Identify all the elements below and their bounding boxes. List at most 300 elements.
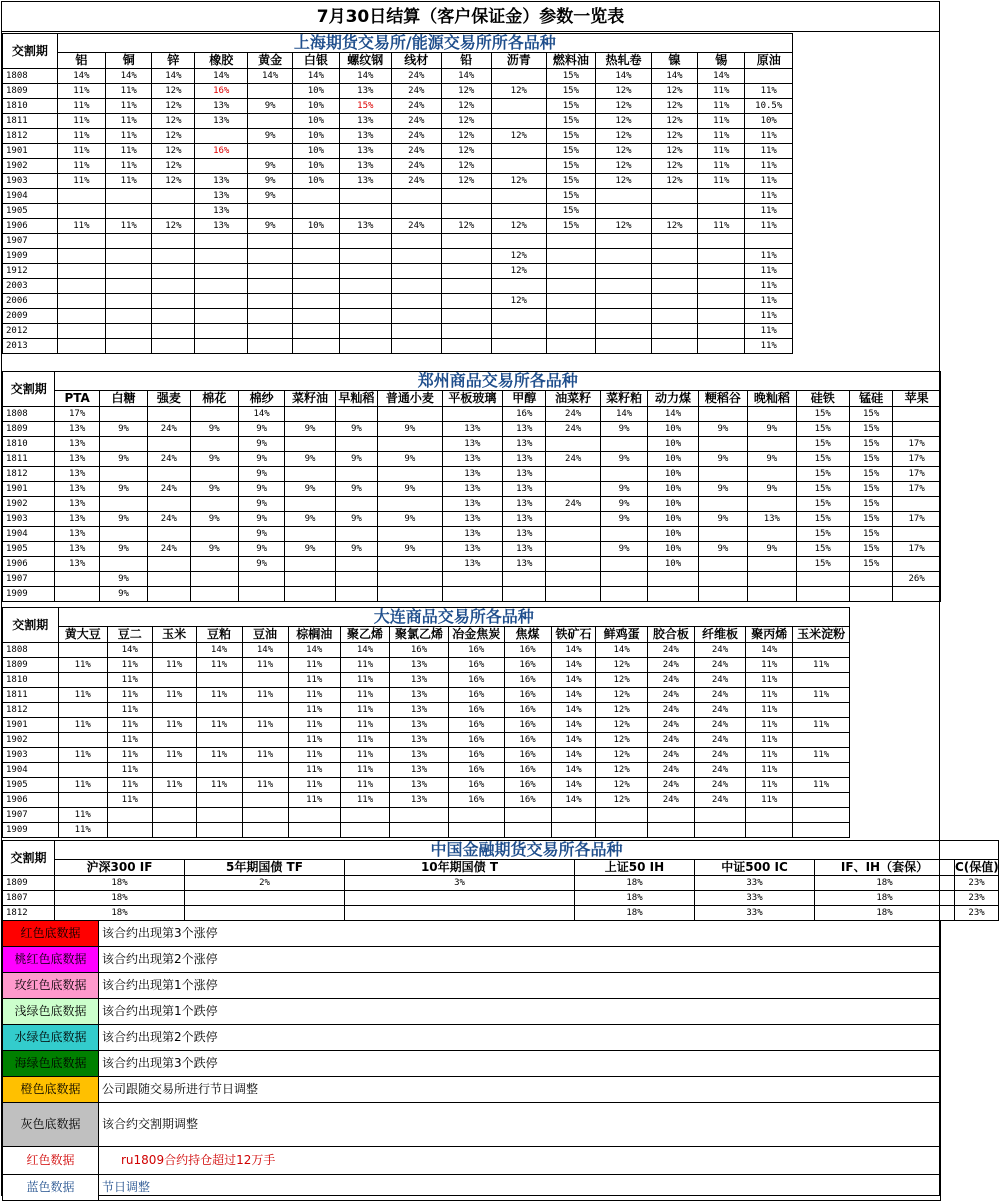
margin-cell: 11% <box>340 763 389 778</box>
period-cell: 1807 <box>3 891 55 906</box>
period-header: 交割期 <box>3 841 55 876</box>
margin-cell <box>647 808 694 823</box>
margin-cell <box>651 234 697 249</box>
margin-cell: 14% <box>339 69 392 84</box>
margin-cell <box>698 204 745 219</box>
legend-row <box>3 1077 941 1103</box>
shfe-product-header: 镍 <box>651 53 697 69</box>
margin-cell: 13% <box>195 189 248 204</box>
legend-swatch: 玫红色底数据 <box>3 973 99 999</box>
table-row <box>3 778 850 793</box>
period-cell: 1909 <box>3 823 59 838</box>
margin-cell <box>441 249 491 264</box>
margin-cell <box>152 808 196 823</box>
shfe-product-header: 铝 <box>57 53 105 69</box>
margin-cell: 12% <box>651 129 697 144</box>
margin-cell: 15% <box>796 527 849 542</box>
margin-cell: 24% <box>694 763 745 778</box>
margin-cell: 16% <box>504 748 551 763</box>
margin-cell <box>746 823 793 838</box>
czce-product-header: 平板玻璃 <box>442 391 503 407</box>
margin-cell <box>698 587 747 602</box>
margin-cell <box>651 249 697 264</box>
czce-product-header: 油菜籽 <box>546 391 600 407</box>
margin-cell <box>698 339 745 354</box>
margin-cell <box>339 339 392 354</box>
margin-cell <box>442 587 503 602</box>
margin-cell: 11% <box>152 748 196 763</box>
margin-cell <box>491 189 546 204</box>
margin-cell: 13% <box>339 84 392 99</box>
margin-cell: 13% <box>390 763 449 778</box>
margin-cell: 10% <box>648 452 698 467</box>
margin-cell: 14% <box>195 69 248 84</box>
period-cell: 1901 <box>3 718 59 733</box>
margin-cell: 11% <box>196 748 242 763</box>
czce-product-header: 菜籽粕 <box>600 391 647 407</box>
margin-cell <box>196 823 242 838</box>
margin-cell: 9% <box>600 512 647 527</box>
period-cell: 1810 <box>3 437 55 452</box>
margin-cell: 9% <box>190 482 238 497</box>
margin-cell <box>335 527 377 542</box>
period-cell: 1905 <box>3 542 55 557</box>
margin-cell <box>340 808 389 823</box>
margin-cell <box>152 324 195 339</box>
margin-cell: 11% <box>58 688 107 703</box>
margin-cell: 12% <box>152 84 195 99</box>
margin-cell <box>392 324 441 339</box>
margin-cell <box>392 189 441 204</box>
period-cell: 1912 <box>3 264 58 279</box>
margin-cell: 18% <box>815 906 955 921</box>
margin-cell: 15% <box>796 557 849 572</box>
margin-cell: 13% <box>390 793 449 808</box>
margin-cell: 11% <box>107 718 152 733</box>
margin-cell <box>596 808 647 823</box>
margin-cell <box>285 407 335 422</box>
dce-products-row <box>3 627 850 643</box>
czce-product-header: 菜籽油 <box>285 391 335 407</box>
margin-cell <box>57 249 105 264</box>
czce-exchange-name: 郑州商品交易所各品种 <box>55 372 941 391</box>
shfe-product-header: 热轧卷 <box>596 53 652 69</box>
margin-cell <box>698 572 747 587</box>
margin-cell: 12% <box>596 763 647 778</box>
margin-cell <box>152 339 195 354</box>
margin-cell <box>491 159 546 174</box>
margin-cell: 12% <box>491 174 546 189</box>
margin-cell: 14% <box>651 69 697 84</box>
margin-cell: 12% <box>441 99 491 114</box>
margin-cell: 11% <box>698 114 745 129</box>
margin-cell <box>793 808 850 823</box>
margin-cell <box>57 204 105 219</box>
margin-cell: 12% <box>441 114 491 129</box>
margin-cell <box>248 234 293 249</box>
table-row <box>3 249 793 264</box>
margin-cell <box>196 793 242 808</box>
margin-cell: 24% <box>694 688 745 703</box>
margin-cell <box>238 572 284 587</box>
legend-swatch: 桃红色底数据 <box>3 947 99 973</box>
shfe-product-header: 铜 <box>106 53 152 69</box>
margin-cell <box>504 808 551 823</box>
legend-text: 该合约出现第3个涨停 <box>99 921 941 947</box>
margin-cell: 11% <box>698 219 745 234</box>
margin-cell: 16% <box>448 703 504 718</box>
margin-cell: 9% <box>378 482 443 497</box>
margin-cell: 14% <box>441 69 491 84</box>
shfe-section <box>2 33 941 354</box>
table-row <box>3 99 793 114</box>
margin-cell: 12% <box>441 84 491 99</box>
margin-cell: 13% <box>503 467 546 482</box>
margin-cell <box>442 407 503 422</box>
cffex-product-header: 沪深300 IF <box>55 860 185 876</box>
margin-cell <box>293 249 339 264</box>
margin-cell <box>285 467 335 482</box>
cffex-exchange-row <box>3 841 999 860</box>
margin-cell: 9% <box>190 542 238 557</box>
margin-cell <box>698 309 745 324</box>
margin-cell: 12% <box>651 219 697 234</box>
margin-cell: 13% <box>442 557 503 572</box>
margin-cell <box>546 512 600 527</box>
shfe-product-header: 橡胶 <box>195 53 248 69</box>
margin-cell <box>190 497 238 512</box>
margin-cell <box>106 204 152 219</box>
margin-cell: 14% <box>600 407 647 422</box>
margin-cell: 11% <box>106 129 152 144</box>
margin-cell: 11% <box>106 99 152 114</box>
margin-cell: 14% <box>293 69 339 84</box>
margin-cell: 11% <box>106 144 152 159</box>
margin-cell: 16% <box>504 688 551 703</box>
margin-cell <box>378 467 443 482</box>
legend-row <box>3 1103 941 1147</box>
cffex-table <box>2 840 999 921</box>
shfe-product-header: 锌 <box>152 53 195 69</box>
legend-row <box>3 973 941 999</box>
margin-cell: 23% <box>955 906 999 921</box>
margin-cell <box>106 324 152 339</box>
margin-cell <box>106 234 152 249</box>
margin-cell <box>648 572 698 587</box>
margin-cell: 11% <box>340 733 389 748</box>
margin-cell <box>148 407 190 422</box>
margin-cell <box>448 808 504 823</box>
margin-cell: 12% <box>596 658 647 673</box>
margin-cell: 24% <box>694 658 745 673</box>
legend-row <box>3 1025 941 1051</box>
margin-cell: 11% <box>746 718 793 733</box>
margin-cell: 9% <box>248 129 293 144</box>
margin-cell <box>248 294 293 309</box>
margin-cell: 11% <box>196 658 242 673</box>
margin-cell: 9% <box>698 542 747 557</box>
margin-cell <box>596 339 652 354</box>
legend-row <box>3 921 941 947</box>
margin-cell <box>248 309 293 324</box>
margin-cell: 11% <box>793 718 850 733</box>
margin-cell: 24% <box>392 144 441 159</box>
margin-cell: 11% <box>745 219 793 234</box>
margin-cell: 9% <box>99 542 147 557</box>
period-cell: 1902 <box>3 733 59 748</box>
margin-cell <box>793 763 850 778</box>
margin-cell: 10% <box>648 557 698 572</box>
margin-cell <box>99 437 147 452</box>
margin-cell: 12% <box>441 174 491 189</box>
margin-cell: 16% <box>448 748 504 763</box>
margin-cell: 11% <box>107 733 152 748</box>
margin-cell: 14% <box>248 69 293 84</box>
margin-cell: 11% <box>288 763 340 778</box>
margin-cell: 11% <box>196 688 242 703</box>
shfe-exchange-row <box>3 34 793 53</box>
margin-cell: 12% <box>491 129 546 144</box>
czce-product-header: 硅铁 <box>796 391 849 407</box>
legend-swatch: 浅绿色底数据 <box>3 999 99 1025</box>
margin-cell <box>392 234 441 249</box>
margin-cell: 13% <box>390 703 449 718</box>
margin-cell: 14% <box>551 703 596 718</box>
margin-cell <box>441 264 491 279</box>
margin-cell <box>596 234 652 249</box>
margin-cell <box>148 572 190 587</box>
margin-cell: 24% <box>694 748 745 763</box>
margin-cell: 11% <box>793 748 850 763</box>
margin-cell: 15% <box>546 204 595 219</box>
margin-cell <box>57 189 105 204</box>
margin-cell <box>106 339 152 354</box>
margin-cell <box>651 204 697 219</box>
margin-cell: 13% <box>390 688 449 703</box>
margin-cell <box>651 279 697 294</box>
margin-cell: 24% <box>148 422 190 437</box>
shfe-product-header: 沥青 <box>491 53 546 69</box>
legend-swatch: 灰色底数据 <box>3 1103 99 1147</box>
margin-cell: 17% <box>893 467 941 482</box>
margin-cell <box>893 527 941 542</box>
margin-cell <box>503 572 546 587</box>
margin-cell: 15% <box>546 99 595 114</box>
margin-cell <box>195 234 248 249</box>
margin-cell <box>491 114 546 129</box>
margin-cell: 11% <box>57 159 105 174</box>
margin-cell: 15% <box>796 542 849 557</box>
margin-cell: 11% <box>288 733 340 748</box>
margin-cell: 16% <box>195 84 248 99</box>
margin-cell <box>195 159 248 174</box>
margin-cell: 24% <box>647 643 694 658</box>
margin-cell: 13% <box>339 129 392 144</box>
margin-cell: 16% <box>504 718 551 733</box>
margin-cell: 24% <box>694 643 745 658</box>
margin-cell: 12% <box>596 673 647 688</box>
dce-product-header: 豆二 <box>107 627 152 643</box>
margin-cell: 13% <box>390 718 449 733</box>
margin-cell: 16% <box>504 643 551 658</box>
margin-cell <box>491 204 546 219</box>
period-cell: 1812 <box>3 703 59 718</box>
margin-cell <box>196 673 242 688</box>
dce-product-header: 铁矿石 <box>551 627 596 643</box>
margin-cell: 13% <box>442 467 503 482</box>
margin-cell <box>698 407 747 422</box>
margin-cell <box>57 234 105 249</box>
legend-row <box>3 1175 941 1201</box>
shfe-product-header: 燃料油 <box>546 53 595 69</box>
margin-cell <box>195 264 248 279</box>
margin-cell <box>293 324 339 339</box>
period-cell: 1909 <box>3 587 55 602</box>
margin-cell: 9% <box>335 482 377 497</box>
margin-cell <box>746 808 793 823</box>
margin-cell: 16% <box>448 718 504 733</box>
margin-cell <box>596 204 652 219</box>
legend-swatch: 橙色底数据 <box>3 1077 99 1103</box>
margin-cell: 13% <box>55 482 99 497</box>
table-row <box>3 572 941 587</box>
margin-cell <box>491 144 546 159</box>
margin-cell: 9% <box>99 452 147 467</box>
margin-cell: 17% <box>893 452 941 467</box>
margin-cell <box>148 527 190 542</box>
margin-cell: 13% <box>442 452 503 467</box>
dce-product-header: 棕榈油 <box>288 627 340 643</box>
margin-cell: 11% <box>340 748 389 763</box>
margin-cell: 14% <box>551 763 596 778</box>
margin-cell: 9% <box>335 542 377 557</box>
margin-cell: 10% <box>648 542 698 557</box>
margin-cell: 16% <box>503 407 546 422</box>
margin-cell: 12% <box>651 174 697 189</box>
margin-cell: 9% <box>238 527 284 542</box>
margin-cell: 12% <box>596 793 647 808</box>
margin-cell: 9% <box>378 512 443 527</box>
margin-cell <box>196 808 242 823</box>
margin-cell: 15% <box>546 129 595 144</box>
margin-cell: 11% <box>242 658 288 673</box>
margin-cell <box>651 339 697 354</box>
margin-cell: 13% <box>390 733 449 748</box>
margin-cell: 16% <box>504 778 551 793</box>
table-row <box>3 294 793 309</box>
margin-cell: 9% <box>238 497 284 512</box>
margin-cell: 24% <box>694 718 745 733</box>
margin-cell <box>99 497 147 512</box>
margin-cell: 11% <box>57 219 105 234</box>
table-row <box>3 557 941 572</box>
margin-cell <box>107 823 152 838</box>
margin-cell: 13% <box>442 422 503 437</box>
margin-cell <box>242 703 288 718</box>
margin-cell: 11% <box>746 733 793 748</box>
margin-cell <box>600 572 647 587</box>
margin-cell <box>335 587 377 602</box>
margin-cell: 17% <box>893 482 941 497</box>
margin-cell <box>546 339 595 354</box>
margin-cell <box>339 294 392 309</box>
margin-cell: 10% <box>293 99 339 114</box>
margin-cell <box>600 587 647 602</box>
period-cell: 1907 <box>3 234 58 249</box>
margin-cell: 11% <box>340 718 389 733</box>
margin-cell <box>339 309 392 324</box>
margin-cell: 11% <box>58 748 107 763</box>
margin-cell <box>148 467 190 482</box>
margin-cell: 11% <box>57 129 105 144</box>
margin-cell: 11% <box>745 189 793 204</box>
margin-cell <box>748 407 796 422</box>
margin-cell: 12% <box>596 84 652 99</box>
margin-cell: 11% <box>107 688 152 703</box>
margin-cell <box>551 808 596 823</box>
margin-cell <box>600 467 647 482</box>
margin-cell: 13% <box>55 512 99 527</box>
margin-cell: 11% <box>57 114 105 129</box>
margin-cell <box>248 249 293 264</box>
margin-cell <box>152 249 195 264</box>
margin-cell <box>849 587 892 602</box>
margin-cell: 14% <box>196 643 242 658</box>
margin-cell <box>185 906 345 921</box>
cffex-product-header: C(保值) <box>955 860 999 874</box>
margin-cell <box>242 808 288 823</box>
margin-cell: 13% <box>339 174 392 189</box>
margin-cell <box>546 467 600 482</box>
margin-cell: 24% <box>392 219 441 234</box>
margin-cell <box>392 204 441 219</box>
margin-cell <box>106 309 152 324</box>
dce-product-header: 黄大豆 <box>58 627 107 643</box>
margin-cell: 11% <box>288 658 340 673</box>
dce-product-header: 豆油 <box>242 627 288 643</box>
table-row <box>3 906 999 921</box>
margin-cell <box>893 587 941 602</box>
czce-product-header: 早籼稻 <box>335 391 377 407</box>
margin-cell <box>378 557 443 572</box>
margin-cell: 9% <box>285 542 335 557</box>
period-cell: 1905 <box>3 778 59 793</box>
table-row <box>3 144 793 159</box>
margin-cell: 13% <box>442 437 503 452</box>
margin-cell <box>285 572 335 587</box>
margin-cell: 13% <box>390 748 449 763</box>
margin-cell <box>378 437 443 452</box>
margin-cell <box>390 808 449 823</box>
margin-cell: 14% <box>152 69 195 84</box>
margin-cell: 13% <box>503 512 546 527</box>
margin-cell: 9% <box>748 422 796 437</box>
margin-cell: 24% <box>647 763 694 778</box>
margin-cell: 24% <box>392 174 441 189</box>
margin-cell: 24% <box>647 793 694 808</box>
margin-cell <box>152 279 195 294</box>
margin-cell: 12% <box>596 688 647 703</box>
cffex-product-header: 10年期国债 T <box>345 860 575 876</box>
margin-cell: 15% <box>849 557 892 572</box>
period-cell: 1909 <box>3 249 58 264</box>
table-row <box>3 159 793 174</box>
margin-cell <box>442 572 503 587</box>
margin-cell <box>185 891 345 906</box>
margin-cell: 11% <box>745 294 793 309</box>
margin-cell: 11% <box>340 673 389 688</box>
margin-cell: 11% <box>698 129 745 144</box>
